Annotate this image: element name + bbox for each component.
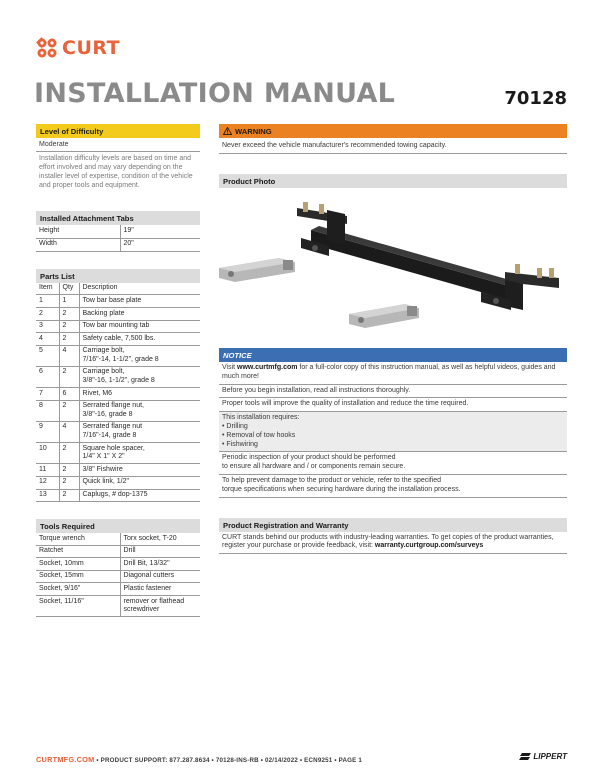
tabs-section — [36, 211, 200, 252]
parts-item: 12 — [36, 476, 59, 489]
parts-item: 11 — [36, 464, 59, 477]
parts-col-item: Item — [36, 283, 59, 295]
parts-description: 3/8" Fishwire — [79, 464, 200, 477]
parts-description: Carriage bolt, 7/16"-14, 1-1/2", grade 8 — [79, 345, 200, 366]
notice-requirements — [219, 412, 567, 452]
tool-right: Plastic fastener — [120, 583, 200, 596]
tool-left: Socket, 10mm — [36, 558, 120, 571]
warning-triangle-icon — [223, 127, 232, 135]
parts-qty: 2 — [59, 476, 79, 489]
tow-bar-bracket-image — [219, 188, 567, 348]
table-row — [36, 489, 200, 502]
requirement-text: Drilling — [226, 422, 248, 430]
tool-left: Socket, 9/16" — [36, 583, 120, 596]
parts-description: Rivet, M6 — [79, 388, 200, 401]
notice-section — [219, 348, 567, 498]
notice-proper-tools: Proper tools will improve the quality of installation and reduce the time required. — [219, 398, 567, 412]
parts-qty: 2 — [59, 464, 79, 477]
tool-right: Torx socket, T-20 — [120, 533, 200, 545]
table-row — [36, 464, 200, 477]
lippert-name: LIPPERT — [533, 752, 567, 761]
parts-col-description: Description — [79, 283, 200, 295]
requirement-text: Removal of tow hooks — [226, 431, 296, 439]
table-row — [36, 558, 200, 571]
parts-heading: Parts List — [36, 269, 200, 283]
parts-header-row — [36, 283, 200, 295]
table-row — [36, 533, 200, 545]
warning-heading — [219, 124, 567, 138]
tabs-heading: Installed Attachment Tabs — [36, 211, 200, 225]
parts-qty: 2 — [59, 400, 79, 421]
table-row — [36, 545, 200, 558]
parts-item: 4 — [36, 333, 59, 346]
warning-text: Never exceed the vehicle manufacturer's recommended towing capacity. — [219, 138, 567, 154]
tools-section — [36, 519, 200, 617]
parts-description: Tow bar base plate — [79, 295, 200, 308]
parts-item: 10 — [36, 443, 59, 464]
difficulty-heading: Level of Difficulty — [36, 124, 200, 138]
parts-qty: 4 — [59, 421, 79, 442]
parts-description: Tow bar mounting tab — [79, 320, 200, 333]
tool-right: Drill Bit, 13/32" — [120, 558, 200, 571]
table-row — [36, 345, 200, 366]
table-row — [36, 570, 200, 583]
table-row — [36, 388, 200, 401]
list-item — [222, 432, 564, 441]
table-row — [36, 443, 200, 464]
tool-right: remover or flathead screwdriver — [120, 596, 200, 617]
parts-description: Serrated flange nut 7/16"-14, grade 8 — [79, 421, 200, 442]
right-column — [219, 124, 567, 554]
warranty-link[interactable]: warranty.curtgroup.com/surveys — [374, 542, 484, 550]
table-row — [36, 596, 200, 617]
notice-visit — [219, 362, 567, 385]
tool-left: Torque wrench — [36, 533, 120, 545]
parts-qty: 1 — [59, 295, 79, 308]
parts-qty: 2 — [59, 320, 79, 333]
parts-description: Carriage bolt, 3/8"-16, 1-1/2", grade 8 — [79, 366, 200, 387]
parts-description: Backing plate — [79, 308, 200, 321]
table-row — [36, 238, 200, 251]
parts-qty: 2 — [59, 308, 79, 321]
tool-right: Diagonal cutters — [120, 570, 200, 583]
parts-item: 6 — [36, 366, 59, 387]
parts-item: 9 — [36, 421, 59, 442]
requires-list — [222, 423, 564, 449]
warning-label: WARNING — [235, 126, 272, 136]
part-number: 70128 — [504, 88, 567, 109]
notice-visit-prefix: Visit — [222, 364, 238, 371]
curt-logo-icon — [36, 37, 58, 59]
parts-qty: 6 — [59, 388, 79, 401]
table-row — [36, 225, 200, 238]
difficulty-level: Moderate — [36, 138, 200, 152]
difficulty-description: Installation difficulty levels are based on time and effort involved and may vary depending on the installer level of expertise, condition of the vehicle and proper tools and equipment. — [39, 154, 193, 190]
notice-periodic: Periodic inspection of your product should be performed to ensure all hardware and / or components remain secure. — [219, 452, 567, 475]
parts-item: 13 — [36, 489, 59, 502]
footer — [36, 755, 362, 764]
parts-section — [36, 269, 200, 502]
parts-item: 2 — [36, 308, 59, 321]
parts-item: 1 — [36, 295, 59, 308]
parts-item: 3 — [36, 320, 59, 333]
list-item — [222, 423, 564, 432]
tabs-table — [36, 225, 200, 252]
parts-item: 5 — [36, 345, 59, 366]
parts-qty: 2 — [59, 489, 79, 502]
tab-value-width: 20" — [120, 238, 200, 251]
table-row — [36, 308, 200, 321]
notice-visit-suffix: for a full-color copy of this instruction manual, as well as helpful videos, guides and much more! — [222, 364, 556, 380]
parts-description: Quick link, 1/2" — [79, 476, 200, 489]
parts-qty: 2 — [59, 333, 79, 346]
tools-heading: Tools Required — [36, 519, 200, 533]
tab-label-width: Width — [36, 238, 120, 251]
page-title: INSTALLATION MANUAL — [34, 78, 396, 109]
photo-section — [219, 174, 567, 348]
parts-item: 7 — [36, 388, 59, 401]
table-row — [36, 583, 200, 596]
requirement-text: Fishwiring — [226, 440, 258, 448]
notice-torque: To help prevent damage to the product or vehicle, refer to the specified torque specifications when securing hardware during the installation process. — [219, 475, 567, 498]
tool-left: Ratchet — [36, 545, 120, 558]
lippert-logo — [519, 752, 567, 761]
tools-table — [36, 533, 200, 617]
tab-value-height: 19" — [120, 225, 200, 238]
parts-col-qty: Qty — [59, 283, 79, 295]
curt-logo — [36, 36, 120, 60]
photo-heading: Product Photo — [219, 174, 567, 188]
curtmfg-link[interactable]: www.curtmfg.com — [237, 364, 298, 371]
table-row — [36, 320, 200, 333]
parts-description: Safety cable, 7,500 lbs. — [79, 333, 200, 346]
table-row — [36, 476, 200, 489]
parts-description: Caplugs, # dop-1375 — [79, 489, 200, 502]
parts-description: Serrated flange nut, 3/8"-16, grade 8 — [79, 400, 200, 421]
table-row — [36, 421, 200, 442]
tab-label-height: Height — [36, 225, 120, 238]
registration-section — [219, 518, 567, 555]
notice-heading: NOTICE — [219, 348, 567, 362]
table-row — [36, 333, 200, 346]
bullet-icon: • — [222, 422, 227, 430]
parts-qty: 2 — [59, 366, 79, 387]
footer-site-link[interactable]: CURTMFG.COM — [36, 755, 95, 764]
product-photo — [219, 188, 567, 348]
notice-read-first: Before you begin installation, read all instructions thoroughly. — [219, 385, 567, 399]
footer-info: • PRODUCT SUPPORT: 877.287.8634 • 70128-INS-RB • 02/14/2022 • ECN9251 • PAGE 1 — [94, 757, 363, 764]
bullet-icon: • — [222, 431, 227, 439]
table-row — [36, 295, 200, 308]
parts-description: Square hole spacer, 1/4" X 1" X 2" — [79, 443, 200, 464]
table-row — [36, 366, 200, 387]
registration-text — [219, 532, 567, 555]
registration-body: CURT stands behind our products with industry-leading warranties. To get copies of the product warranties, register your purchase or provide feedback, visit: — [222, 533, 554, 550]
parts-qty: 4 — [59, 345, 79, 366]
list-item — [222, 441, 564, 450]
lippert-mark-icon — [519, 753, 531, 761]
table-row — [36, 400, 200, 421]
tool-left: Socket, 11/16" — [36, 596, 120, 617]
parts-item: 8 — [36, 400, 59, 421]
parts-table — [36, 283, 200, 502]
left-column — [36, 124, 200, 617]
tool-left: Socket, 15mm — [36, 570, 120, 583]
registration-heading: Product Registration and Warranty — [219, 518, 567, 532]
difficulty-section — [36, 124, 200, 190]
tool-right: Drill — [120, 545, 200, 558]
requires-heading: This installation requires: — [222, 414, 300, 422]
bullet-icon: • — [222, 440, 227, 448]
brand-name: CURT — [62, 37, 121, 59]
warning-section — [219, 124, 567, 154]
parts-qty: 2 — [59, 443, 79, 464]
